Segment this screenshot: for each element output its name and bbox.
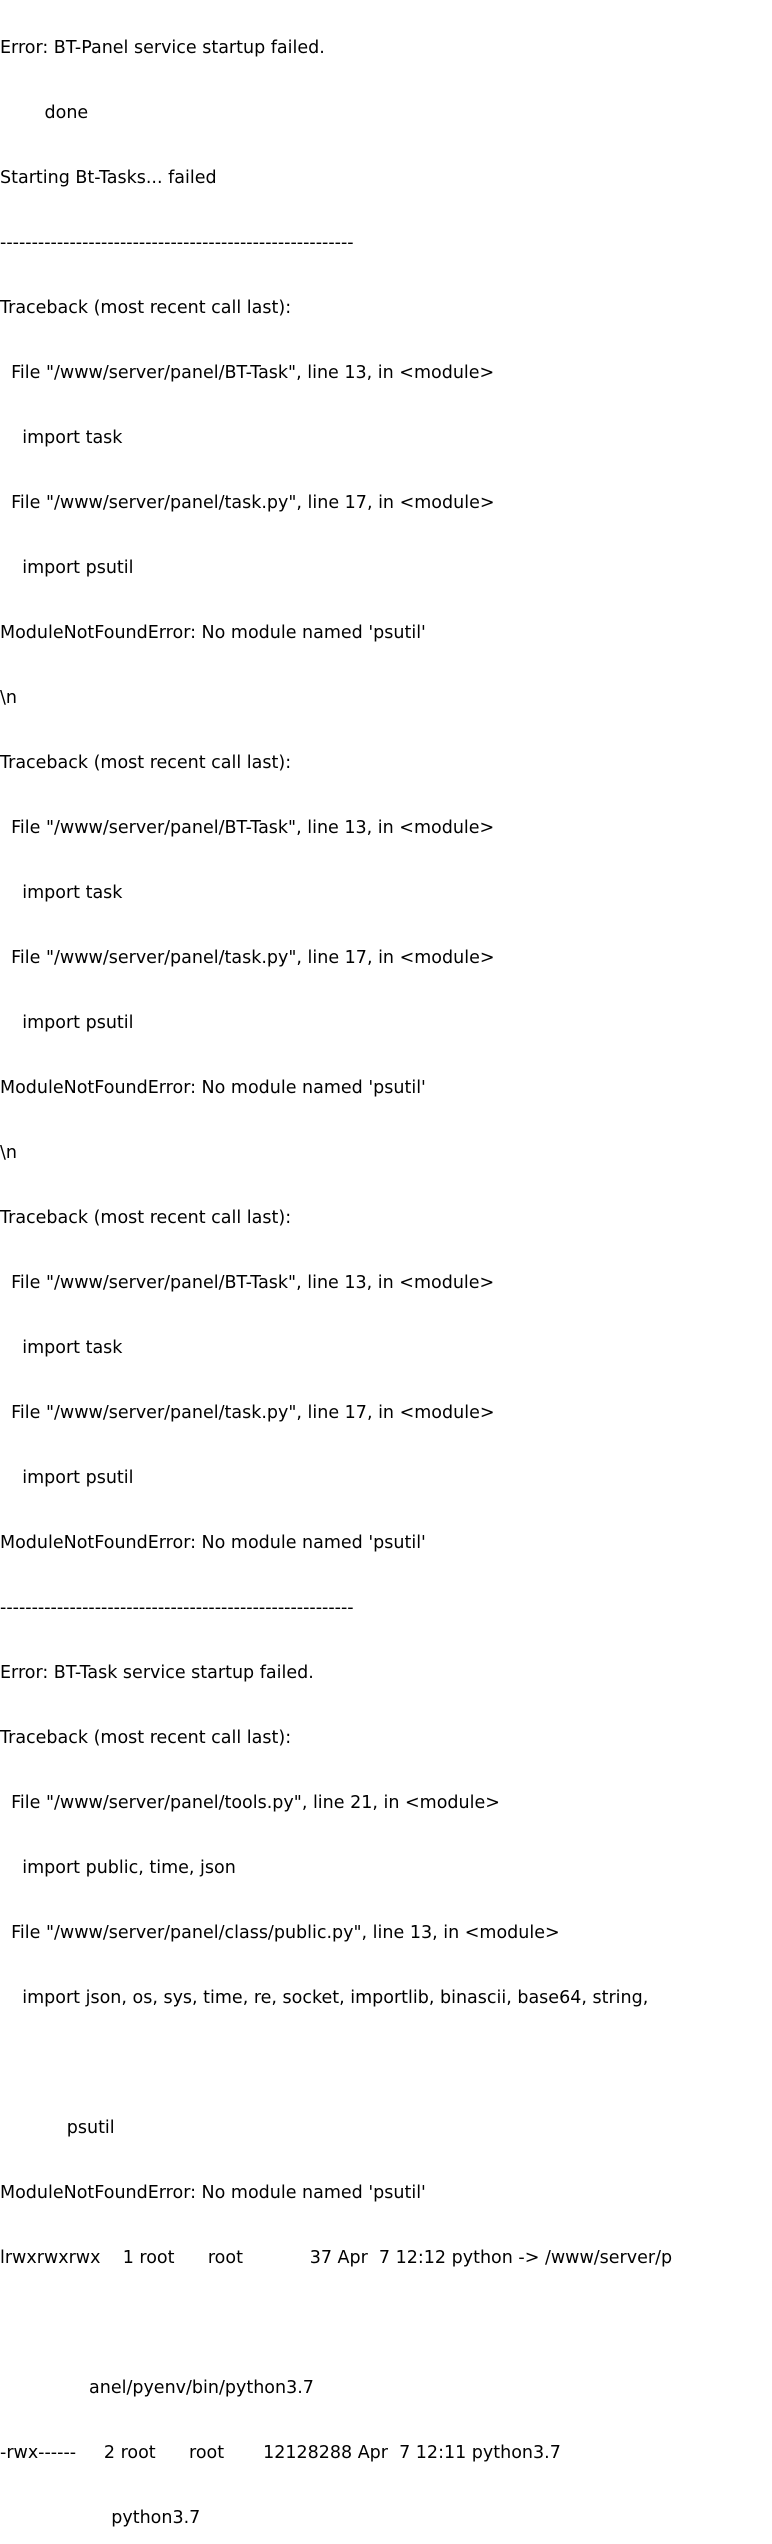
- terminal-line: -rwx------ 2 root root 12128288 Apr 7 12:11 python3.7: [0, 2443, 561, 2463]
- terminal-line: File "/www/server/panel/BT-Task", line 13, in <module>: [0, 363, 495, 383]
- terminal-line: Traceback (most recent call last):: [0, 1728, 292, 1748]
- terminal-line: File "/www/server/panel/task.py", line 17, in <module>: [0, 493, 495, 513]
- terminal-line: Traceback (most recent call last):: [0, 1208, 292, 1228]
- terminal-line: import task: [0, 428, 123, 448]
- terminal-line: done: [0, 103, 89, 123]
- separator-line: --------------------------------------------------------: [0, 1598, 354, 1618]
- terminal-line: File "/www/server/panel/BT-Task", line 13, in <module>: [0, 818, 495, 838]
- terminal-line: import psutil: [0, 1013, 134, 1033]
- terminal-line: ModuleNotFoundError: No module named 'psutil': [0, 1533, 426, 1553]
- terminal-line: File "/www/server/panel/task.py", line 17, in <module>: [0, 1403, 495, 1423]
- terminal-line: [0, 2051, 772, 2076]
- terminal-line: ModuleNotFoundError: No module named 'psutil': [0, 623, 426, 643]
- terminal-line: Starting Bt-Tasks... failed: [0, 168, 217, 188]
- terminal-line: File "/www/server/panel/tools.py", line 21, in <module>: [0, 1793, 500, 1813]
- terminal-line: Error: BT-Panel service startup failed.: [0, 38, 325, 58]
- terminal-line: import psutil: [0, 1468, 134, 1488]
- separator-line: --------------------------------------------------------: [0, 233, 354, 253]
- terminal-line: import task: [0, 883, 123, 903]
- terminal-line: Error: BT-Task service startup failed.: [0, 1663, 314, 1683]
- terminal-line: Traceback (most recent call last):: [0, 298, 292, 318]
- terminal-line: import psutil: [0, 558, 134, 578]
- terminal-line: File "/www/server/panel/BT-Task", line 13, in <module>: [0, 1273, 495, 1293]
- terminal-line: [0, 2311, 772, 2336]
- terminal-line: import task: [0, 1338, 123, 1358]
- terminal-line: psutil: [0, 2118, 115, 2138]
- terminal-line: import json, os, sys, time, re, socket, importlib, binascii, base64, string,: [0, 1988, 649, 2008]
- terminal-line: ModuleNotFoundError: No module named 'psutil': [0, 2183, 426, 2203]
- terminal-line: lrwxrwxrwx 1 root root 37 Apr 7 12:12 python -> /www/server/p: [0, 2248, 673, 2268]
- terminal-line: ModuleNotFoundError: No module named 'psutil': [0, 1078, 426, 1098]
- terminal-line: Traceback (most recent call last):: [0, 753, 292, 773]
- terminal-line: \n: [0, 1143, 17, 1163]
- terminal-line: \n: [0, 688, 17, 708]
- terminal-line: import public, time, json: [0, 1858, 236, 1878]
- terminal-line: File "/www/server/panel/task.py", line 17, in <module>: [0, 948, 495, 968]
- terminal-line: python3.7: [0, 2508, 201, 2528]
- terminal-line: anel/pyenv/bin/python3.7: [0, 2378, 314, 2398]
- terminal-line: File "/www/server/panel/class/public.py", line 13, in <module>: [0, 1923, 560, 1943]
